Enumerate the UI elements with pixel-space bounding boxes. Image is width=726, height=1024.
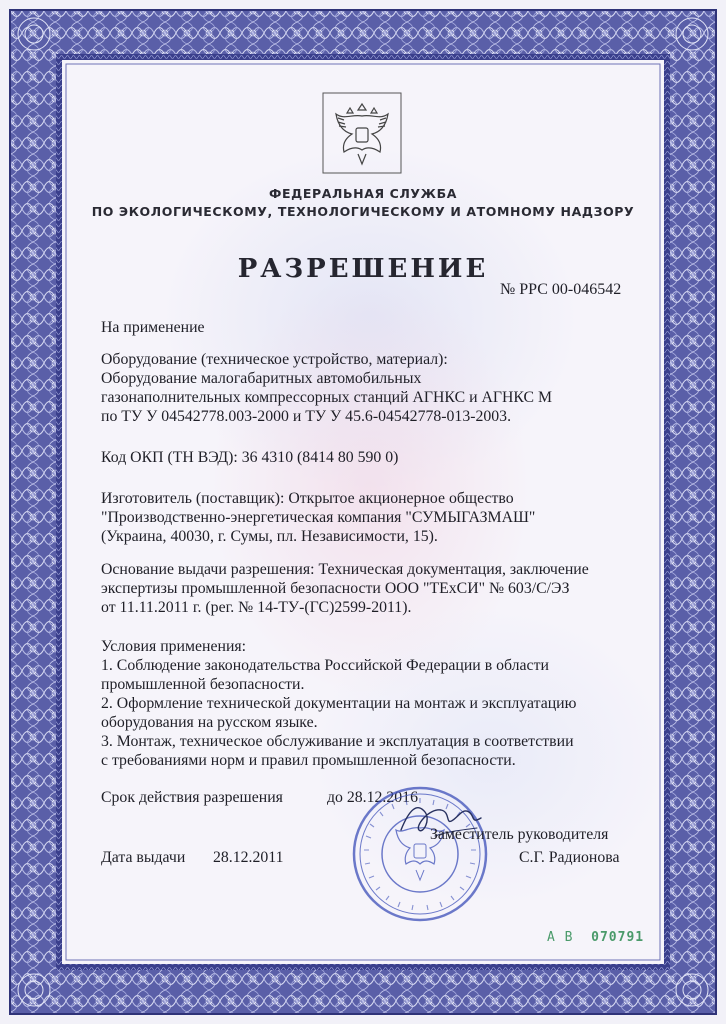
- agency-name-line-2: ПО ЭКОЛОГИЧЕСКОМУ, ТЕХНОЛОГИЧЕСКОМУ И АТОМНОМУ НАДЗОРУ: [91, 204, 635, 219]
- manufacturer-line: Изготовитель (поставщик): Открытое акционерное общество: [101, 490, 514, 507]
- signatory-position: Заместитель руководителя: [430, 826, 609, 843]
- basis-line: от 11.11.2011 г. (рег. № 14-ТУ-(ГС)2599-2011).: [101, 599, 412, 616]
- basis-line: Основание выдачи разрешения: Техническая документация, заключение: [101, 561, 589, 578]
- validity-value: до 28.12.2016: [327, 789, 418, 806]
- conditions-line: Условия применения:: [101, 638, 247, 655]
- validity-label: Срок действия разрешения: [101, 789, 283, 806]
- blank-series: А В: [547, 930, 574, 945]
- conditions-line: 3. Монтаж, техническое обслуживание и эксплуатация в соответствии: [101, 733, 574, 750]
- agency-name-line-1: ФЕДЕРАЛЬНАЯ СЛУЖБА: [269, 186, 457, 201]
- signatory-name: С.Г. Радионова: [519, 849, 620, 866]
- issue-date-label: Дата выдачи: [101, 849, 186, 866]
- conditions-line: оборудования на русском языке.: [101, 714, 318, 731]
- conditions-line: 2. Оформление технической документации на монтаж и эксплуатацию: [101, 695, 577, 712]
- document-title: РАЗРЕШЕНИЕ: [237, 254, 489, 284]
- basis-line: экспертизы промышленной безопасности ООО "ТЕхСИ" № 603/С/ЭЗ: [101, 580, 570, 597]
- equipment-line: по ТУ У 04542778.003-2000 и ТУ У 45.6-04542778-013-2003.: [101, 408, 512, 425]
- manufacturer-line: "Производственно-энергетическая компания "СУМЫГАЗМАШ": [101, 509, 536, 526]
- issue-date-value: 28.12.2011: [213, 849, 284, 866]
- conditions-line: 1. Соблюдение законодательства Российской Федерации в области: [101, 657, 549, 674]
- coat-of-arms-emblem: [322, 92, 402, 174]
- blank-number: 070791: [591, 930, 645, 945]
- manufacturer-line: (Украина, 40030, г. Сумы, пл. Независимости, 15).: [101, 528, 438, 545]
- equipment-line: Оборудование (техническое устройство, материал):: [101, 351, 448, 368]
- conditions-line: с требованиями норм и правил промышленной безопасности.: [101, 752, 516, 769]
- blank-serial: [547, 930, 644, 945]
- equipment-line: Оборудование малогабаритных автомобильных: [101, 370, 422, 387]
- purpose-text: На применение: [101, 319, 205, 336]
- permit-number: № РРС 00-046542: [500, 281, 622, 298]
- conditions-line: промышленной безопасности.: [101, 676, 305, 693]
- equipment-line: газонаполнительных компрессорных станций АГНКС и АГНКС М: [101, 389, 553, 406]
- okp-code: Код ОКП (ТН ВЭД): 36 4310 (8414 80 590 0): [101, 449, 399, 466]
